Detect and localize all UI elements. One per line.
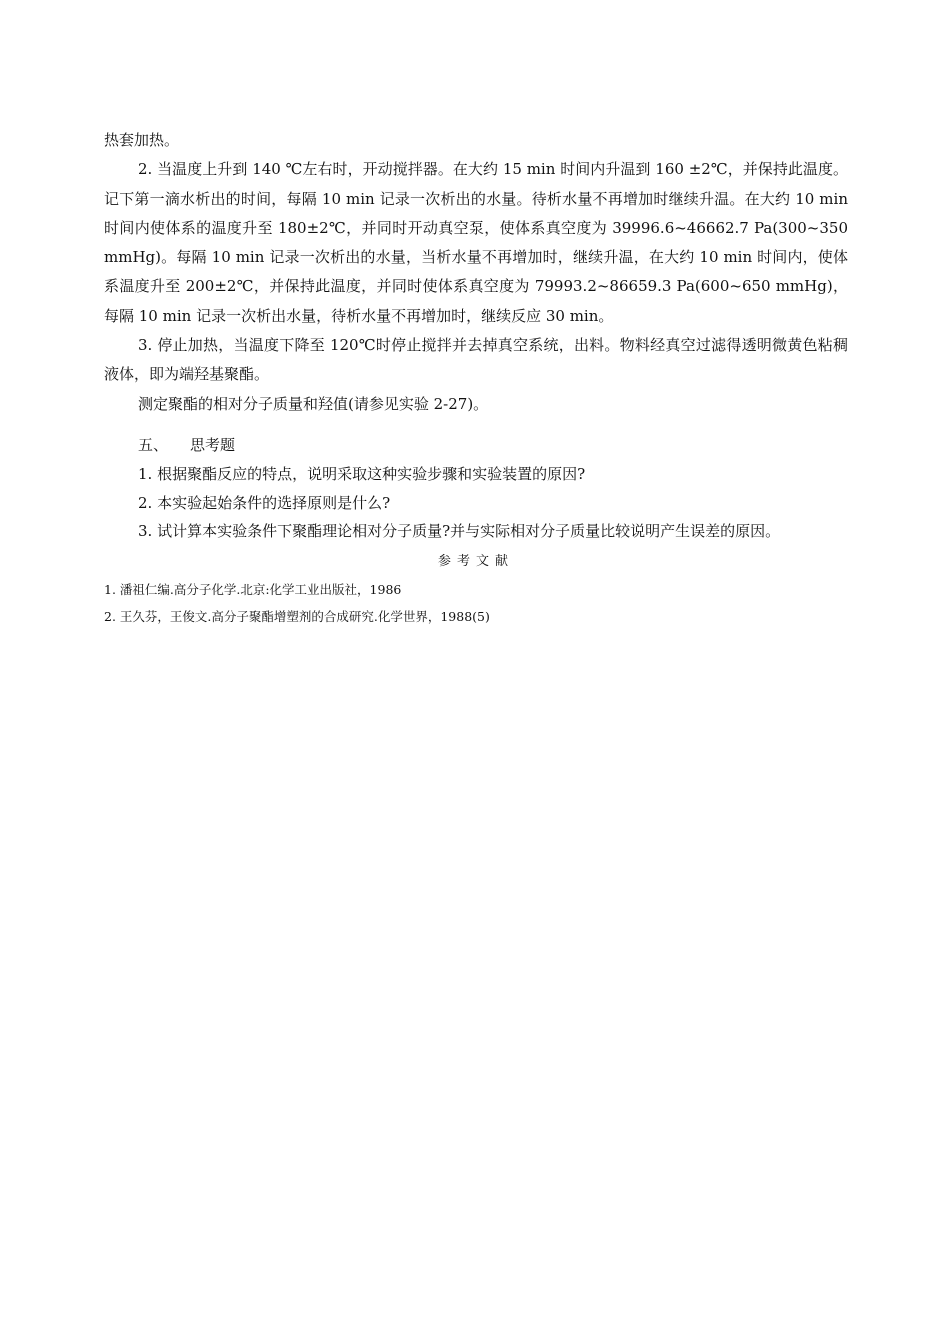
section-heading-questions [104,431,848,460]
section-title: 思考题 [190,435,236,454]
section-number: 五、 [138,435,169,454]
paragraph-step-2: 2. 当温度上升到 140 ℃左右时，开动搅拌器。在大约 15 min 时间内升温到 160 ±2℃，并保持此温度。记下第一滴水析出的时间，每隔 10 min 记录一次析出的水量。待析水量不再增加时继续升温。在大约 10 min 时间内使体系的温度升至 180±2℃，并同时开动真空泵，使体系真空度为 39996.6~46662.7 Pa(300~350 mmHg)。每隔 10 min 记录一次析出的水量，当析水量不再增加时，继续升温，在大约 10 min 时间内，使体系温度升至 200±2℃，并保持此温度，并同时使体系真空度为 79993.2~86659.3 Pa(600~650 mmHg)，每隔 10 min 记录一次析出水量，待析水量不再增加时，继续反应 30 min。 [104,160,848,325]
reference-item: 1. 潘祖仁编.高分子化学.北京:化学工业出版社，1986 [104,581,402,597]
question-item: 1. 根据聚酯反应的特点，说明采取这种实验步骤和实验装置的原因? [138,465,586,484]
question-item: 3. 试计算本实验条件下聚酯理论相对分子质量?并与实际相对分子质量比较说明产生误差的原因。 [138,522,781,541]
question-item: 2. 本实验起始条件的选择原则是什么? [138,493,391,512]
paragraph-measurement: 测定聚酯的相对分子质量和羟值(请参见实验 2-27)。 [138,394,489,413]
paragraph-step-3: 3. 停止加热，当温度下降至 120℃时停止搅拌并去掉真空系统，出料。物料经真空过滤得透明微黄色粘稠液体，即为端羟基聚酯。 [104,336,848,384]
references-heading: 参考文献 [437,553,514,569]
paragraph-continuation: 热套加热。 [104,131,180,149]
document-page [104,126,848,630]
reference-item: 2. 王久芬，王俊文.高分子聚酯增塑剂的合成研究.化学世界，1988(5) [104,608,490,624]
